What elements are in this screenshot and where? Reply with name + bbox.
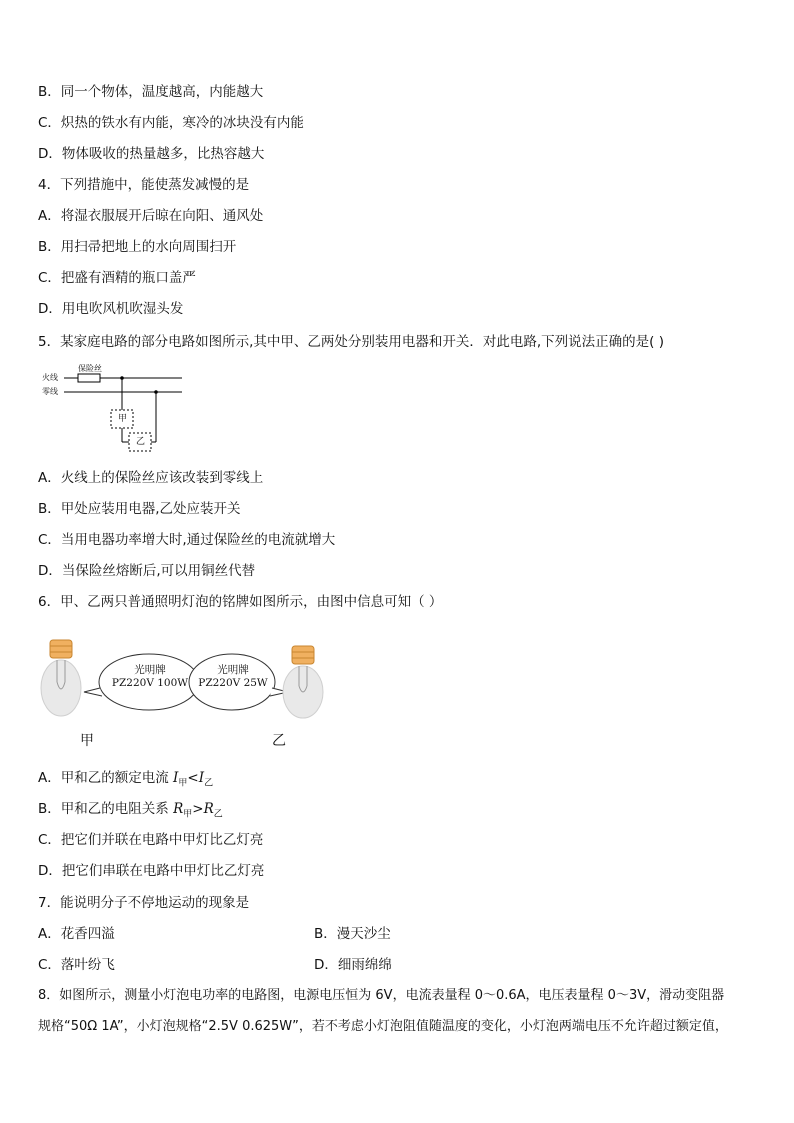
q7-option-c: C．落叶纷飞 [38, 957, 115, 973]
caption-yi: 乙 [272, 733, 286, 749]
nameplate-yi-text [190, 664, 276, 690]
q4-option-b: B．用扫帚把地上的水向周围扫开 [38, 239, 237, 255]
bulb-jia [41, 640, 81, 716]
subscript-jia-r: 甲 [183, 809, 193, 820]
current-symbol: I [173, 770, 179, 786]
q6-option-a-text: A．甲和乙的额定电流 [38, 770, 169, 786]
label-jia: 甲 [118, 414, 128, 424]
bulb-yi [283, 646, 323, 718]
fuse-symbol [78, 374, 100, 382]
greater-than-sign: > [192, 801, 204, 817]
q4-option-d: D．用电吹风机吹湿头发 [38, 301, 184, 317]
current-symbol-2: I [198, 770, 205, 786]
nameplate-jia-text [102, 664, 198, 690]
label-fuse: 保险丝 [78, 364, 102, 373]
brand-jia: 光明牌 [134, 664, 166, 676]
q7-option-a: A．花香四溢 [38, 926, 115, 942]
caption-jia: 甲 [80, 733, 94, 749]
q4-option-a: A．将湿衣服展开后晾在向阳、通风处 [38, 208, 264, 224]
q3-option-b: B．同一个物体，温度越高，内能越大 [38, 84, 264, 100]
q8-line-2: 规格“50Ω 1A”，小灯泡规格“2.5V 0.625W”，若不考虑小灯泡阻值随温度的变化，小灯泡两端电压不允许超过额定值， [38, 1019, 728, 1034]
q6-option-b-text: B．甲和乙的电阻关系 [38, 801, 169, 817]
label-neutral-wire: 零线 [42, 387, 58, 396]
q3-option-d: D．物体吸收的热量越多，比热容越大 [38, 146, 265, 162]
q5-option-b: B．甲处应装用电器,乙处应装开关 [38, 501, 241, 517]
q5-option-c: C．当用电器功率增大时,通过保险丝的电流就增大 [38, 532, 336, 548]
q7-option-d: D．细雨绵绵 [314, 957, 392, 973]
q5-option-a: A．火线上的保险丝应该改装到零线上 [38, 470, 264, 486]
q4-option-c: C．把盛有酒精的瓶口盖严 [38, 270, 196, 286]
q8-line-1: 8．如图所示，测量小灯泡电功率的电路图，电源电压恒为 6V，电流表量程 0～0.6A，电压表量程 0～3V，滑动变阻器 [38, 988, 725, 1003]
q6-option-a [38, 769, 213, 793]
q3-option-c: C．炽热的铁水有内能，寒冷的冰块没有内能 [38, 115, 304, 131]
rating-jia: PZ220V 100W [111, 677, 189, 689]
q5-stem: 5．某家庭电路的部分电路如图所示,其中甲、乙两处分别装用电器和开关．对此电路,下列说法正确的是( ) [38, 334, 664, 350]
q6-option-d: D．把它们串联在电路中甲灯比乙灯亮 [38, 863, 265, 879]
less-than-sign: < [187, 770, 199, 786]
q5-option-d: D．当保险丝熔断后,可以用铜丝代替 [38, 563, 256, 579]
resistance-symbol-2: R [203, 801, 214, 817]
q6-bulbs-figure [36, 636, 336, 752]
subscript-yi: 乙 [204, 778, 214, 789]
label-live-wire: 火线 [42, 373, 58, 382]
resistance-symbol: R [173, 801, 184, 817]
brand-yi: 光明牌 [217, 664, 249, 676]
subscript-yi-r: 乙 [213, 809, 223, 820]
q7-stem: 7．能说明分子不停地运动的现象是 [38, 895, 250, 911]
circuit-diagram [40, 362, 190, 458]
q5-circuit-figure [40, 362, 190, 458]
q6-stem: 6．甲、乙两只普通照明灯泡的铭牌如图所示，由图中信息可知（ ） [38, 594, 443, 610]
q6-option-c: C．把它们并联在电路中甲灯比乙灯亮 [38, 832, 264, 848]
subscript-jia: 甲 [178, 778, 188, 789]
q6-option-b [38, 800, 223, 824]
q7-option-b: B．漫天沙尘 [314, 926, 391, 942]
q4-stem: 4．下列措施中，能使蒸发减慢的是 [38, 177, 250, 193]
rating-yi: PZ220V 25W [198, 677, 268, 689]
label-yi: 乙 [136, 437, 146, 447]
